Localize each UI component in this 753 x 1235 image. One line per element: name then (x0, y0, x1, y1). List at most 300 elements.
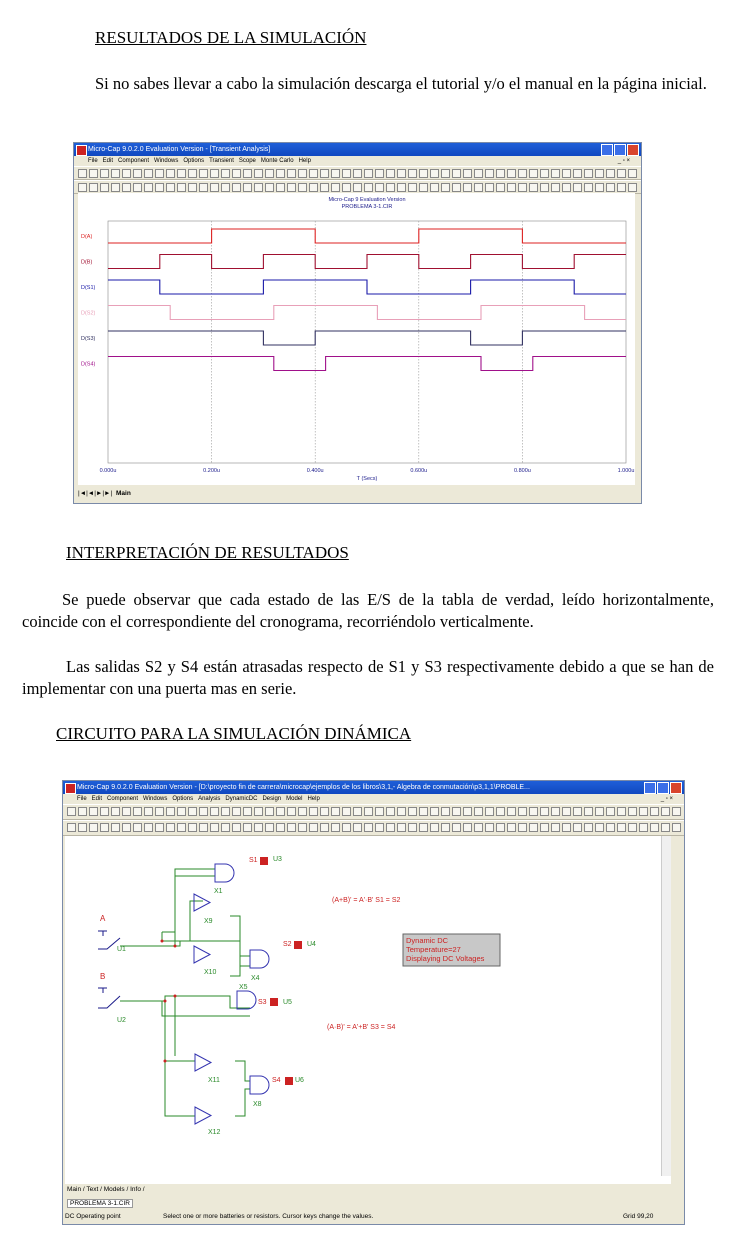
menu-model[interactable]: Model (286, 796, 303, 802)
toolbar-button-icon[interactable] (331, 183, 340, 192)
toolbar-button-icon[interactable] (452, 823, 461, 832)
toolbar-button-icon[interactable] (474, 169, 483, 178)
toolbar-button-icon[interactable] (232, 807, 241, 816)
toolbar-button-icon[interactable] (452, 807, 461, 816)
toolbar-button-icon[interactable] (221, 807, 230, 816)
toolbar-button-icon[interactable] (309, 183, 318, 192)
toolbar-button-icon[interactable] (353, 169, 362, 178)
vertical-scrollbar[interactable] (661, 836, 671, 1176)
toolbar-button-icon[interactable] (485, 183, 494, 192)
toolbar-button-icon[interactable] (606, 823, 615, 832)
mdi-controls[interactable]: _ ▫ × (660, 796, 673, 802)
toolbar-button-icon[interactable] (111, 807, 120, 816)
toolbar-button-icon[interactable] (78, 169, 87, 178)
toolbar-button-icon[interactable] (672, 823, 681, 832)
toolbar-button-icon[interactable] (265, 183, 274, 192)
toolbar-button-icon[interactable] (419, 807, 428, 816)
toolbar-button-icon[interactable] (595, 169, 604, 178)
toolbar-button-icon[interactable] (89, 169, 98, 178)
toolbar-button-icon[interactable] (342, 169, 351, 178)
section-heading-interpretacion: INTERPRETACIÓN DE RESULTADOS (66, 543, 349, 562)
toolbar-button-icon[interactable] (78, 807, 87, 816)
toolbar-button-icon[interactable] (551, 169, 560, 178)
toolbar-button-icon[interactable] (485, 807, 494, 816)
x-tick-label: 0.800u (513, 468, 531, 474)
toolbar-button-icon[interactable] (562, 823, 571, 832)
toolbar-button-icon[interactable] (155, 807, 164, 816)
toolbar-button-icon[interactable] (100, 807, 109, 816)
toolbar-button-icon[interactable] (364, 823, 373, 832)
toolbar-button-icon[interactable] (144, 169, 153, 178)
toolbar-button-icon[interactable] (606, 807, 615, 816)
menu-bar (63, 794, 684, 804)
toolbar-button-icon[interactable] (221, 823, 230, 832)
info-line-1: Dynamic DC (406, 936, 449, 945)
status-right: Grid 99,20 (623, 1213, 654, 1220)
toolbar-button-icon[interactable] (320, 807, 329, 816)
sheet-tabs[interactable] (67, 1186, 145, 1193)
toolbar-button-icon[interactable] (188, 823, 197, 832)
series-line-ds2 (108, 306, 626, 320)
series-label: D(S1) (81, 285, 96, 291)
toolbar-button-icon[interactable] (144, 807, 153, 816)
toolbar-button-icon[interactable] (485, 169, 494, 178)
label-x4: X4 (251, 975, 260, 982)
toolbar-button-icon[interactable] (562, 183, 571, 192)
menu-dynamicdc[interactable]: DynamicDC (225, 796, 258, 802)
toolbar-button-icon[interactable] (518, 169, 527, 178)
toolbar-button-icon[interactable] (595, 183, 604, 192)
toolbar-button-icon[interactable] (518, 823, 527, 832)
gate-x4 (250, 950, 269, 968)
toolbar-button-icon[interactable] (474, 183, 483, 192)
switch-b-top (98, 988, 107, 993)
menu-transient[interactable]: Transient (209, 158, 234, 164)
toolbar-button-icon[interactable] (540, 183, 549, 192)
series-label: D(A) (81, 234, 93, 240)
toolbar-button-icon[interactable] (496, 183, 505, 192)
toolbar-button-icon[interactable] (100, 169, 109, 178)
toolbar-button-icon[interactable] (419, 183, 428, 192)
label-s2: S2 (283, 941, 292, 948)
toolbar-button-icon[interactable] (265, 169, 274, 178)
label-x12: X12 (208, 1129, 221, 1136)
toolbar-button-icon[interactable] (177, 823, 186, 832)
toolbar-button-icon[interactable] (386, 823, 395, 832)
toolbar-button-icon[interactable] (133, 807, 142, 816)
toolbar-button-icon[interactable] (441, 169, 450, 178)
window-title: Micro-Cap 9.0.2.0 Evaluation Version - [Transient Analysis] (88, 146, 271, 153)
mdi-controls[interactable]: _ ▫ × (617, 158, 630, 164)
toolbar-button-icon[interactable] (639, 823, 648, 832)
toolbar-button-icon[interactable] (551, 807, 560, 816)
toolbar-button-icon[interactable] (628, 169, 637, 178)
toolbar-button-icon[interactable] (166, 807, 175, 816)
gate-x1 (215, 864, 234, 882)
equation-nand: (A·B)' = A'+B' S3 = S4 (327, 1024, 396, 1031)
toolbar-button-icon[interactable] (331, 807, 340, 816)
toolbar-button-icon[interactable] (529, 183, 538, 192)
menu-file[interactable]: File (77, 796, 87, 802)
toolbar-button-icon[interactable] (518, 807, 527, 816)
toolbar-button-icon[interactable] (254, 169, 263, 178)
toolbar-button-icon[interactable] (364, 807, 373, 816)
menu-help[interactable]: Help (307, 796, 320, 802)
tab-nav-buttons[interactable]: |◄|◄|►|►| (78, 490, 113, 497)
toolbar-button-icon[interactable] (320, 169, 329, 178)
toolbar-button-icon[interactable] (221, 183, 230, 192)
toolbar-button-icon[interactable] (89, 807, 98, 816)
toolbar-button-icon[interactable] (518, 183, 527, 192)
toolbar-button-icon[interactable] (397, 807, 406, 816)
info-line-2: Temperature=27 (406, 945, 461, 954)
toolbar-button-icon[interactable] (584, 183, 593, 192)
toolbar-button-icon[interactable] (441, 183, 450, 192)
toolbar-button-icon[interactable] (298, 169, 307, 178)
toolbar-button-icon[interactable] (353, 183, 362, 192)
tab-main[interactable]: Main (116, 490, 131, 497)
menu-component[interactable]: Component (107, 796, 139, 802)
toolbar-button-icon[interactable] (177, 169, 186, 178)
interpretation-paragraph-1: Se puede observar que cada estado de las E/S de la tabla de verdad, leído horizontalmente, coincide con el correspondiente del cronograma, recorriéndolo verticalmente. (22, 590, 714, 631)
menu-file[interactable]: File (88, 158, 98, 164)
toolbar-button-icon[interactable] (331, 169, 340, 178)
toolbar-button-icon[interactable] (375, 823, 384, 832)
toolbar-button-icon[interactable] (177, 183, 186, 192)
toolbar-button-icon[interactable] (243, 823, 252, 832)
menu-component[interactable]: Component (118, 158, 150, 164)
toolbar-button-icon[interactable] (452, 169, 461, 178)
toolbar-button-icon[interactable] (199, 823, 208, 832)
toolbar-button-icon[interactable] (408, 823, 417, 832)
toolbar-button-icon[interactable] (166, 183, 175, 192)
menu-design[interactable]: Design (262, 796, 282, 802)
toolbar-button-icon[interactable] (89, 183, 98, 192)
toolbar-button-icon[interactable] (430, 183, 439, 192)
close-button[interactable] (670, 782, 682, 794)
toolbar-button-icon[interactable] (342, 183, 351, 192)
toolbar-button-icon[interactable] (496, 807, 505, 816)
toolbar-button-icon[interactable] (287, 807, 296, 816)
toolbar-button-icon[interactable] (188, 169, 197, 178)
label-b: B (100, 972, 106, 981)
interpretation-paragraph-2: Las salidas S2 y S4 están atrasadas respecto de S1 y S3 respectivamente debido a que se han de implementar con una puerta mas en serie. (22, 657, 714, 698)
toolbar-button-icon[interactable] (562, 807, 571, 816)
menu-options[interactable]: Options (183, 158, 205, 164)
toolbar-button-icon[interactable] (309, 807, 318, 816)
toolbar-button-icon[interactable] (584, 807, 593, 816)
toolbar-button-icon[interactable] (122, 823, 131, 832)
toolbar-button-icon[interactable] (144, 183, 153, 192)
toolbar-button-icon[interactable] (232, 183, 241, 192)
buffer-x12 (195, 1107, 211, 1124)
toolbar-button-icon[interactable] (276, 183, 285, 192)
toolbar-button-icon[interactable] (243, 169, 252, 178)
toolbar-button-icon[interactable] (342, 807, 351, 816)
toolbar-button-icon[interactable] (419, 169, 428, 178)
label-x10: X10 (204, 969, 217, 976)
label-s3: S3 (258, 999, 267, 1006)
menu-windows[interactable]: Windows (154, 158, 179, 164)
plot-title-line: Micro-Cap 9 Evaluation Version (328, 197, 406, 203)
transient-analysis-window (73, 142, 642, 504)
menu-edit[interactable]: Edit (102, 158, 114, 164)
label-x8: X8 (253, 1101, 262, 1108)
toolbar-button-icon[interactable] (617, 169, 626, 178)
toolbar-button-icon[interactable] (584, 169, 593, 178)
toolbar-button-icon[interactable] (309, 823, 318, 832)
toolbar-button-icon[interactable] (122, 183, 131, 192)
status-middle: Select one or more batteries or resistors. Cursor keys change the values. (163, 1213, 374, 1220)
toolbar-button-icon[interactable] (386, 807, 395, 816)
toolbar-button-icon[interactable] (485, 823, 494, 832)
toolbar-button-icon[interactable] (276, 823, 285, 832)
label-u1: U1 (117, 946, 126, 953)
label-u3: U3 (273, 856, 282, 863)
waveform-plot[interactable] (78, 193, 635, 485)
toolbar-button-icon[interactable] (100, 823, 109, 832)
output-marker-s3 (270, 998, 278, 1006)
toolbar-button-icon[interactable] (441, 807, 450, 816)
tabs-label[interactable]: Main / Text / Models / Info / (67, 1186, 145, 1193)
label-u4: U4 (307, 941, 316, 948)
toolbar-button-icon[interactable] (298, 823, 307, 832)
toolbar-button-icon[interactable] (661, 807, 670, 816)
toolbar-button-icon[interactable] (111, 183, 120, 192)
toolbar-button-icon[interactable] (628, 823, 637, 832)
toolbar-button-icon[interactable] (276, 169, 285, 178)
label-u5: U5 (283, 999, 292, 1006)
toolbar-button-icon[interactable] (232, 823, 241, 832)
toolbar-button-icon[interactable] (78, 823, 87, 832)
sheet-tabs[interactable] (78, 490, 131, 497)
toolbar-button-icon[interactable] (408, 169, 417, 178)
toolbar-button-icon[interactable] (507, 169, 516, 178)
toolbar-button-icon[interactable] (375, 183, 384, 192)
close-button[interactable] (627, 144, 639, 156)
toolbar-button-icon[interactable] (573, 169, 582, 178)
series-line-ds4 (108, 357, 626, 371)
toolbar-button-icon[interactable] (320, 183, 329, 192)
label-u2: U2 (117, 1017, 126, 1024)
toolbar-button-icon[interactable] (221, 169, 230, 178)
toolbar-button-icon[interactable] (100, 183, 109, 192)
toolbar-button-icon[interactable] (210, 169, 219, 178)
toolbar-button-icon[interactable] (155, 169, 164, 178)
toolbar-button-icon[interactable] (463, 183, 472, 192)
toolbar-button-icon[interactable] (254, 823, 263, 832)
toolbar-button-icon[interactable] (529, 169, 538, 178)
toolbar-button-icon[interactable] (122, 807, 131, 816)
toolbar-button-icon[interactable] (265, 807, 274, 816)
toolbar-button-icon[interactable] (133, 823, 142, 832)
toolbar-button-icon[interactable] (78, 183, 87, 192)
toolbar-button-icon[interactable] (430, 169, 439, 178)
toolbar-button-icon[interactable] (111, 823, 120, 832)
toolbar-button-icon[interactable] (397, 823, 406, 832)
toolbar-button-icon[interactable] (551, 183, 560, 192)
toolbar-button-icon[interactable] (133, 183, 142, 192)
toolbar-button-icon[interactable] (298, 183, 307, 192)
toolbar-button-icon[interactable] (496, 169, 505, 178)
toolbar-button-icon[interactable] (122, 169, 131, 178)
toolbar-button-icon[interactable] (397, 169, 406, 178)
file-tab[interactable]: PROBLEMA 3-1.CIR (67, 1199, 133, 1208)
minimize-button[interactable] (644, 782, 656, 794)
toolbar-button-icon[interactable] (463, 169, 472, 178)
toolbar-1 (63, 804, 684, 820)
waveform-chart (78, 193, 635, 485)
label-a: A (100, 914, 106, 923)
schematic-window (62, 780, 685, 1225)
toolbar-button-icon[interactable] (496, 823, 505, 832)
toolbar-button-icon[interactable] (507, 807, 516, 816)
toolbar-button-icon[interactable] (199, 169, 208, 178)
toolbar-button-icon[interactable] (298, 807, 307, 816)
toolbar-button-icon[interactable] (397, 183, 406, 192)
toolbar-button-icon[interactable] (562, 169, 571, 178)
menu-scope[interactable]: Scope (238, 158, 256, 164)
toolbar-button-icon[interactable] (540, 169, 549, 178)
toolbar-button-icon[interactable] (265, 823, 274, 832)
toolbar-button-icon[interactable] (617, 823, 626, 832)
minimize-button[interactable] (601, 144, 613, 156)
toolbar-button-icon[interactable] (375, 169, 384, 178)
toolbar-button-icon[interactable] (650, 807, 659, 816)
toolbar-button-icon[interactable] (507, 823, 516, 832)
toolbar-button-icon[interactable] (155, 823, 164, 832)
toolbar-button-icon[interactable] (430, 807, 439, 816)
toolbar-button-icon[interactable] (584, 823, 593, 832)
menu-edit[interactable]: Edit (91, 796, 103, 802)
toolbar-button-icon[interactable] (430, 823, 439, 832)
toolbar-button-icon[interactable] (144, 823, 153, 832)
toolbar-button-icon[interactable] (507, 183, 516, 192)
toolbar-button-icon[interactable] (408, 807, 417, 816)
toolbar-button-icon[interactable] (320, 823, 329, 832)
toolbar-button-icon[interactable] (364, 169, 373, 178)
menu-options[interactable]: Options (172, 796, 194, 802)
toolbar-button-icon[interactable] (628, 183, 637, 192)
toolbar-button-icon[interactable] (375, 807, 384, 816)
toolbar-button-icon[interactable] (67, 807, 76, 816)
toolbar-button-icon[interactable] (177, 807, 186, 816)
circuit-diagram (65, 836, 671, 1184)
toolbar-button-icon[interactable] (232, 169, 241, 178)
toolbar-button-icon[interactable] (628, 807, 637, 816)
toolbar-button-icon[interactable] (331, 823, 340, 832)
toolbar-button-icon[interactable] (386, 169, 395, 178)
gate-x5 (237, 991, 256, 1009)
toolbar-button-icon[interactable] (540, 823, 549, 832)
toolbar-button-icon[interactable] (595, 823, 604, 832)
buffer-x11 (195, 1054, 211, 1071)
toolbar-button-icon[interactable] (243, 807, 252, 816)
toolbar-button-icon[interactable] (210, 183, 219, 192)
toolbar-button-icon[interactable] (661, 823, 670, 832)
toolbar-button-icon[interactable] (353, 823, 362, 832)
toolbar-button-icon[interactable] (617, 183, 626, 192)
toolbar-button-icon[interactable] (463, 823, 472, 832)
toolbar-button-icon[interactable] (408, 183, 417, 192)
toolbar-button-icon[interactable] (199, 183, 208, 192)
toolbar-button-icon[interactable] (155, 183, 164, 192)
toolbar-button-icon[interactable] (419, 823, 428, 832)
toolbar-button-icon[interactable] (254, 183, 263, 192)
toolbar-button-icon[interactable] (254, 807, 263, 816)
maximize-button[interactable] (614, 144, 626, 156)
toolbar-button-icon[interactable] (364, 183, 373, 192)
toolbar-button-icon[interactable] (573, 823, 582, 832)
menu-monte-carlo[interactable]: Monte Carlo (260, 158, 294, 164)
toolbar-button-icon[interactable] (595, 807, 604, 816)
toolbar-button-icon[interactable] (166, 823, 175, 832)
toolbar-button-icon[interactable] (111, 169, 120, 178)
menu-analysis[interactable]: Analysis (198, 796, 221, 802)
toolbar-button-icon[interactable] (474, 823, 483, 832)
toolbar-button-icon[interactable] (188, 807, 197, 816)
toolbar-button-icon[interactable] (188, 183, 197, 192)
toolbar-button-icon[interactable] (199, 807, 208, 816)
toolbar-button-icon[interactable] (133, 169, 142, 178)
toolbar-button-icon[interactable] (529, 807, 538, 816)
toolbar-button-icon[interactable] (573, 807, 582, 816)
toolbar-button-icon[interactable] (606, 183, 615, 192)
toolbar-button-icon[interactable] (276, 807, 285, 816)
toolbar-button-icon[interactable] (650, 823, 659, 832)
switch-b[interactable] (98, 996, 120, 1008)
toolbar-button-icon[interactable] (672, 807, 681, 816)
toolbar-button-icon[interactable] (67, 823, 76, 832)
toolbar-button-icon[interactable] (210, 807, 219, 816)
menu-windows[interactable]: Windows (143, 796, 168, 802)
toolbar-button-icon[interactable] (210, 823, 219, 832)
toolbar-button-icon[interactable] (287, 823, 296, 832)
toolbar-button-icon[interactable] (573, 183, 582, 192)
schematic-canvas[interactable] (65, 836, 671, 1184)
series-label: D(B) (81, 259, 93, 266)
x-axis-label: T (Secs) (356, 476, 378, 482)
toolbar-button-icon[interactable] (551, 823, 560, 832)
toolbar-button-icon[interactable] (309, 169, 318, 178)
toolbar-button-icon[interactable] (287, 183, 296, 192)
status-left: DC Operating point (65, 1213, 121, 1220)
toolbar-button-icon[interactable] (529, 823, 538, 832)
toolbar-button-icon[interactable] (540, 807, 549, 816)
toolbar-button-icon[interactable] (89, 823, 98, 832)
maximize-button[interactable] (657, 782, 669, 794)
toolbar-button-icon[interactable] (243, 183, 252, 192)
toolbar-button-icon[interactable] (386, 183, 395, 192)
label-u6: U6 (295, 1077, 304, 1084)
menu-help[interactable]: Help (298, 158, 311, 164)
toolbar-button-icon[interactable] (287, 169, 296, 178)
toolbar-button-icon[interactable] (166, 169, 175, 178)
toolbar-button-icon[interactable] (606, 169, 615, 178)
toolbar-button-icon[interactable] (342, 823, 351, 832)
label-x11: X11 (208, 1077, 220, 1084)
toolbar-button-icon[interactable] (474, 807, 483, 816)
toolbar-button-icon[interactable] (441, 823, 450, 832)
toolbar-button-icon[interactable] (617, 807, 626, 816)
toolbar-button-icon[interactable] (353, 807, 362, 816)
toolbar-button-icon[interactable] (452, 183, 461, 192)
toolbar-button-icon[interactable] (639, 807, 648, 816)
info-line-3: Displaying DC Voltages (406, 954, 485, 963)
series-line-ds1 (108, 280, 626, 294)
toolbar-button-icon[interactable] (463, 807, 472, 816)
section-heading-resultados: RESULTADOS DE LA SIMULACIÓN (95, 28, 367, 47)
